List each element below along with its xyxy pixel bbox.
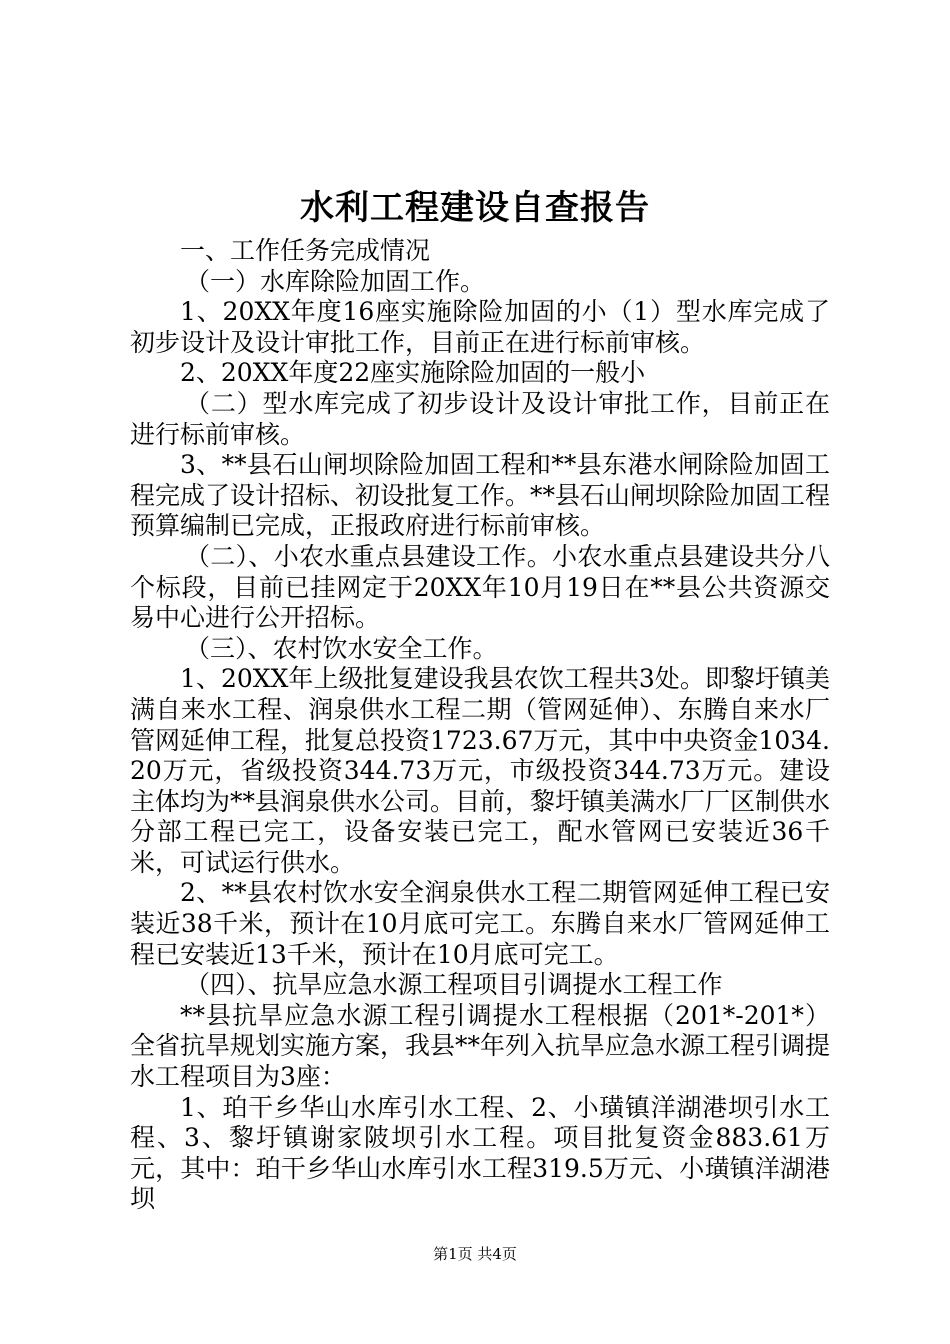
subsection-heading: （二）、小农水重点县建设工作。小农水重点县建设共分八个标段，目前已挂网定于20XX年10月19日在**县公共资源交易中心进行公开招标。 — [130, 541, 830, 633]
paragraph: （二）型水库完成了初步设计及设计审批工作，目前正在进行标前审核。 — [130, 388, 830, 449]
paragraph: 3、**县石山闸坝除险加固工程和**县东港水闸除险加固工程完成了设计招标、初设批复工作。**县石山闸坝除险加固工程预算编制已完成，正报政府进行标前审核。 — [130, 450, 831, 541]
document-body — [130, 236, 830, 1215]
paragraph: 1、20XX年度16座实施除险加固的小（1）型水库完成了初步设计及设计审批工作，目前正在进行标前审核。 — [130, 297, 830, 357]
page-footer: 第1页 共4页 — [433, 1245, 517, 1263]
subsection-heading: （四）、抗旱应急水源工程项目引调提水工程工作 — [185, 970, 723, 1000]
section-heading: 一、工作任务完成情况 — [180, 236, 431, 265]
paragraph: **县抗旱应急水源工程引调提水工程根据（201*-201*）全省抗旱规划实施方案，我县**年列入抗旱应急水源工程引调提水工程项目为3座： — [130, 1000, 831, 1092]
paragraph: 1、珀干乡华山水库引水工程、2、小璜镇洋湖港坝引水工程、3、黎圩镇谢家陂坝引水工程。项目批复资金883.61万元，其中：珀干乡华山水库引水工程319.5万元、小璜镇洋湖港坝 — [130, 1092, 830, 1214]
paragraph: 2、20XX年度22座实施除险加固的一般小 — [180, 358, 646, 388]
paragraph: 1、20XX年上级批复建设我县农饮工程共3处。即黎圩镇美满自来水工程、润泉供水工程二期（管网延伸）、东腾自来水厂管网延伸工程，批复总投资1723.67万元，其中中央资金1034.20万元，省级投资344.73万元，市级投资344.73万元。建设主体均为**县润泉供水公司。目前，黎圩镇美满水厂厂区制供水分部工程已完工，设备安装已完工，配水管网已安装近36千米，可试运行供水。 — [130, 664, 831, 877]
document-title: 水利工程建设自查报告 — [300, 188, 650, 228]
subsection-heading: （三）、农村饮水安全工作。 — [185, 633, 498, 663]
subsection-heading: （一）水库除险加固工作。 — [185, 266, 486, 296]
paragraph: 2、**县农村饮水安全润泉供水工程二期管网延伸工程已安装近38千米，预计在10月底可完工。东腾自来水厂管网延伸工程已安装近13千米，预计在10月底可完工。 — [130, 878, 830, 969]
